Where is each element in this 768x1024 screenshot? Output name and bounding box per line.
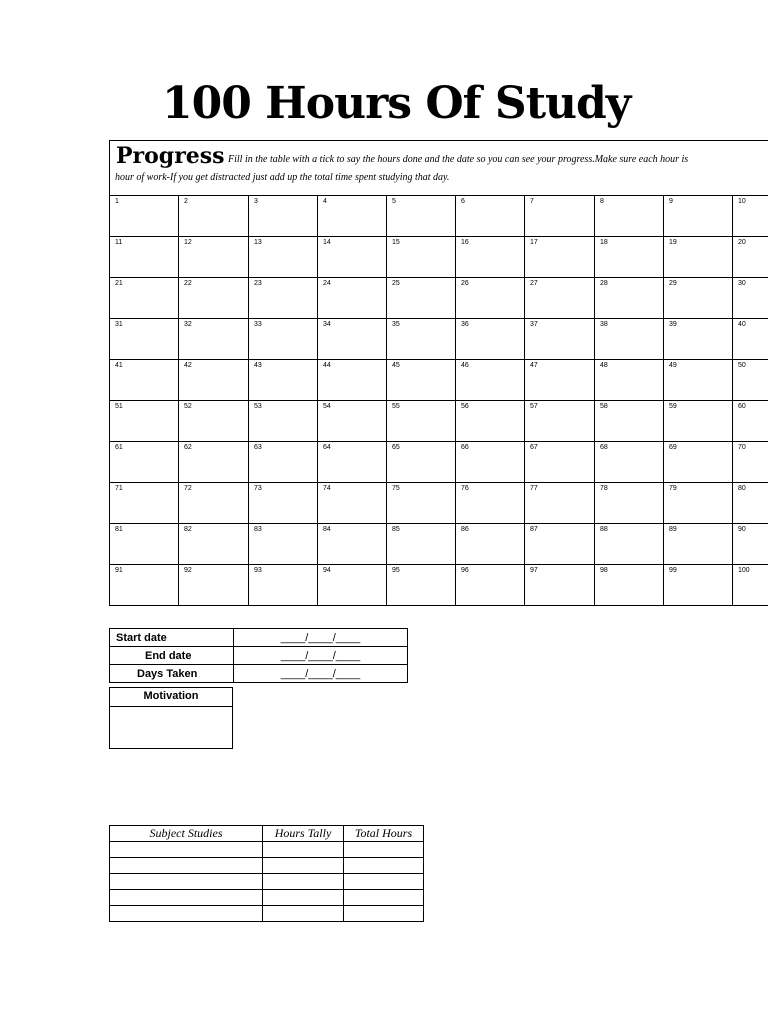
subject-row [110,874,424,890]
hour-cell[interactable]: 11 [110,237,179,278]
hour-grid-container [109,195,768,613]
hour-cell[interactable]: 8 [595,196,664,237]
subject-table [109,825,424,922]
hour-cell[interactable]: 64 [318,442,387,483]
hour-cell[interactable]: 96 [456,565,525,606]
hour-cell[interactable]: 85 [387,524,456,565]
subject-row [110,890,424,906]
hour-cell[interactable]: 6 [456,196,525,237]
hour-cell[interactable]: 31 [110,319,179,360]
hour-cell[interactable]: 45 [387,360,456,401]
hour-cell[interactable]: 27 [525,278,595,319]
hour-cell[interactable]: 75 [387,483,456,524]
progress-instructions: Fill in the table with a tick to say the hours done and the date so you can see your progress.Make sure each hour is [228,154,689,165]
hour-cell[interactable]: 57 [525,401,595,442]
hour-cell[interactable]: 16 [456,237,525,278]
total-hours-header: Total Hours [344,826,424,842]
hour-cell[interactable]: 9 [664,196,733,237]
hour-cell[interactable]: 10 [733,196,768,237]
hour-cell[interactable]: 84 [318,524,387,565]
hour-cell[interactable]: 21 [110,278,179,319]
hour-grid [109,195,768,606]
hour-cell[interactable]: 73 [249,483,318,524]
dates-table [109,628,408,683]
total-hours-cell[interactable] [344,906,424,922]
hour-cell[interactable]: 46 [456,360,525,401]
hour-cell[interactable]: 62 [179,442,249,483]
hour-cell[interactable]: 29 [664,278,733,319]
hour-cell[interactable]: 36 [456,319,525,360]
hour-cell[interactable]: 23 [249,278,318,319]
hour-cell[interactable]: 42 [179,360,249,401]
hour-grid-row [110,360,768,401]
hour-cell[interactable]: 4 [318,196,387,237]
hour-grid-row [110,442,768,483]
days-taken-field[interactable]: ____/____/____ [234,665,408,683]
hour-cell[interactable]: 41 [110,360,179,401]
hour-cell[interactable]: 43 [249,360,318,401]
end-date-row [110,647,408,665]
hour-cell[interactable]: 86 [456,524,525,565]
motivation-label: Motivation [110,688,232,707]
hour-cell[interactable]: 72 [179,483,249,524]
hour-cell[interactable]: 97 [525,565,595,606]
start-date-row [110,629,408,647]
subject-header: Subject Studies [110,826,263,842]
hour-cell[interactable]: 71 [110,483,179,524]
hour-cell[interactable]: 91 [110,565,179,606]
hour-grid-row [110,524,768,565]
hour-cell[interactable]: 95 [387,565,456,606]
hour-cell[interactable]: 55 [387,401,456,442]
hour-cell[interactable]: 22 [179,278,249,319]
hour-cell[interactable]: 79 [664,483,733,524]
hour-cell[interactable]: 69 [664,442,733,483]
hour-cell[interactable]: 14 [318,237,387,278]
hour-cell[interactable]: 88 [595,524,664,565]
hour-grid-row [110,319,768,360]
hour-cell[interactable]: 53 [249,401,318,442]
hour-cell[interactable]: 98 [595,565,664,606]
hour-cell[interactable]: 80 [733,483,768,524]
hour-cell[interactable]: 74 [318,483,387,524]
hour-cell[interactable]: 26 [456,278,525,319]
total-hours-cell[interactable] [344,890,424,906]
subject-row [110,842,424,858]
hour-grid-row [110,401,768,442]
hour-cell[interactable]: 54 [318,401,387,442]
start-date-label: Start date [110,629,234,647]
total-hours-cell[interactable] [344,874,424,890]
hour-cell[interactable]: 37 [525,319,595,360]
hour-cell[interactable]: 5 [387,196,456,237]
hour-cell[interactable]: 70 [733,442,768,483]
hour-cell[interactable]: 61 [110,442,179,483]
subject-row [110,906,424,922]
hour-cell[interactable]: 30 [733,278,768,319]
hours-tally-cell[interactable] [263,906,344,922]
hour-cell[interactable]: 56 [456,401,525,442]
hour-cell[interactable]: 60 [733,401,768,442]
hour-cell[interactable]: 93 [249,565,318,606]
hour-cell[interactable]: 2 [179,196,249,237]
end-date-label: End date [110,647,234,665]
hour-cell[interactable]: 7 [525,196,595,237]
hour-cell[interactable]: 24 [318,278,387,319]
hour-cell[interactable]: 18 [595,237,664,278]
hours-tally-cell[interactable] [263,890,344,906]
hour-cell[interactable]: 48 [595,360,664,401]
subject-row [110,858,424,874]
hour-cell[interactable]: 67 [525,442,595,483]
hour-cell[interactable]: 66 [456,442,525,483]
hour-cell[interactable]: 19 [664,237,733,278]
days-taken-label: Days Taken [110,665,234,683]
progress-header [109,140,768,195]
motivation-box [109,687,233,749]
hour-cell[interactable]: 81 [110,524,179,565]
hour-cell[interactable]: 25 [387,278,456,319]
subject-cell[interactable] [110,874,263,890]
page-title: 100 Hours Of Study [162,78,631,129]
hour-cell[interactable]: 92 [179,565,249,606]
start-date-field[interactable]: ____/____/____ [234,629,408,647]
hour-cell[interactable]: 50 [733,360,768,401]
hour-cell[interactable]: 47 [525,360,595,401]
hour-cell[interactable]: 51 [110,401,179,442]
hour-cell[interactable]: 76 [456,483,525,524]
hour-cell[interactable]: 90 [733,524,768,565]
hour-grid-row [110,237,768,278]
hour-cell[interactable]: 82 [179,524,249,565]
total-hours-cell[interactable] [344,858,424,874]
days-taken-row [110,665,408,683]
hour-cell[interactable]: 3 [249,196,318,237]
hour-cell[interactable]: 94 [318,565,387,606]
end-date-field[interactable]: ____/____/____ [234,647,408,665]
hour-cell[interactable]: 1 [110,196,179,237]
hour-cell[interactable]: 20 [733,237,768,278]
hour-cell[interactable]: 77 [525,483,595,524]
progress-instructions-continued: hour of work-If you get distracted just add up the total time spent studying that day. [115,172,450,183]
hour-cell[interactable]: 78 [595,483,664,524]
hour-cell[interactable]: 49 [664,360,733,401]
hour-cell[interactable]: 99 [664,565,733,606]
hour-cell[interactable]: 28 [595,278,664,319]
hour-cell[interactable]: 15 [387,237,456,278]
hour-cell[interactable]: 83 [249,524,318,565]
hour-cell[interactable]: 32 [179,319,249,360]
hour-cell[interactable]: 17 [525,237,595,278]
hour-cell[interactable]: 58 [595,401,664,442]
hours-tally-cell[interactable] [263,842,344,858]
subject-cell[interactable] [110,842,263,858]
hour-cell[interactable]: 63 [249,442,318,483]
hour-cell[interactable]: 52 [179,401,249,442]
hour-cell[interactable]: 39 [664,319,733,360]
hour-cell[interactable]: 87 [525,524,595,565]
hour-cell[interactable]: 13 [249,237,318,278]
subject-cell[interactable] [110,890,263,906]
hour-cell[interactable]: 40 [733,319,768,360]
hour-cell[interactable]: 12 [179,237,249,278]
hour-grid-row [110,483,768,524]
progress-heading: Progress [116,143,225,169]
hour-cell[interactable]: 35 [387,319,456,360]
hours-tally-cell[interactable] [263,874,344,890]
hour-grid-row [110,278,768,319]
hour-cell[interactable]: 34 [318,319,387,360]
subject-cell[interactable] [110,858,263,874]
hour-grid-row [110,565,768,606]
hour-cell[interactable]: 44 [318,360,387,401]
hour-cell[interactable]: 68 [595,442,664,483]
motivation-field[interactable] [110,707,232,749]
hour-grid-row [110,196,768,237]
total-hours-cell[interactable] [344,842,424,858]
subject-cell[interactable] [110,906,263,922]
hour-cell[interactable]: 65 [387,442,456,483]
hour-cell[interactable]: 59 [664,401,733,442]
subject-header-row [110,826,424,842]
hour-cell[interactable]: 38 [595,319,664,360]
hour-cell[interactable]: 89 [664,524,733,565]
hours-tally-cell[interactable] [263,858,344,874]
hour-cell[interactable]: 33 [249,319,318,360]
hour-cell[interactable]: 100 [733,565,768,606]
hours-tally-header: Hours Tally [263,826,344,842]
